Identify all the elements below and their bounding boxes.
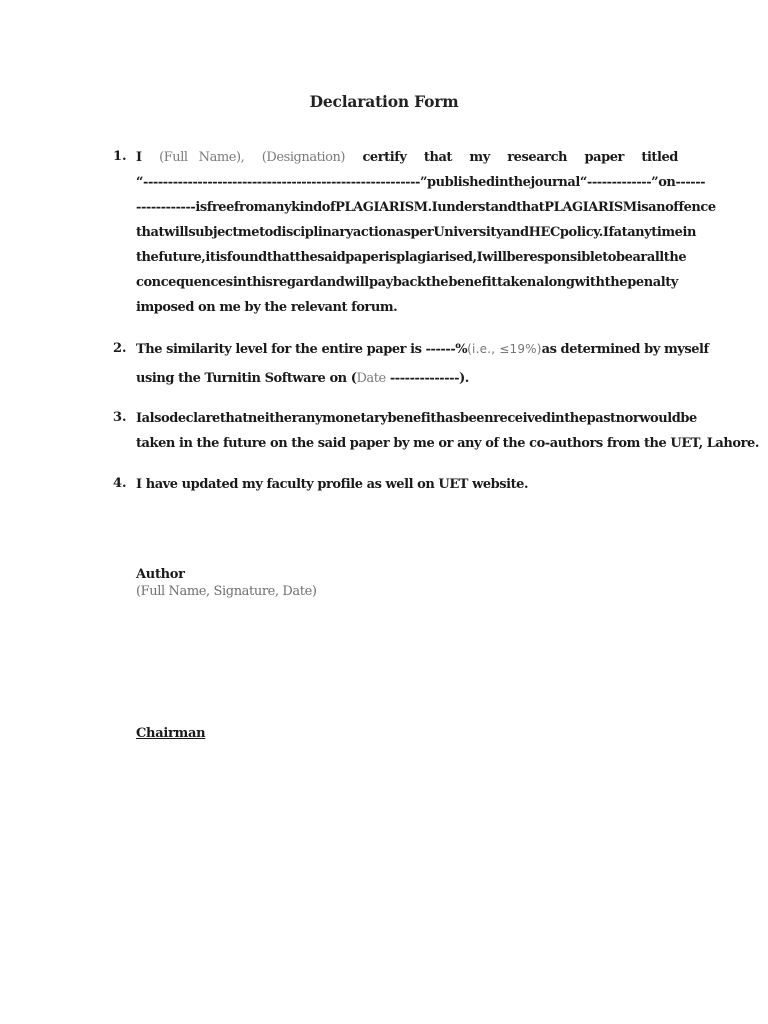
page-title: Declaration Form [309, 92, 459, 111]
item-2-text [136, 337, 709, 391]
item-1-word: my [469, 150, 490, 165]
item-2-line-2: using the Turnitin Software on (Date --------------). [136, 371, 469, 386]
item-2-number: 2. [113, 341, 127, 356]
item-4-line-1: I have updated my faculty profile as well on UET website. [136, 477, 529, 492]
item-1-line-7: imposed on me by the relevant forum. [136, 300, 398, 315]
item-1-text [136, 145, 716, 320]
item-1-line-5: the future, it is found that the said paper is plagiarised, I will be responsible to bear all the [136, 250, 687, 265]
item-3-number: 3. [113, 410, 127, 425]
item-1-word: research [507, 150, 568, 165]
item-1-line-1 [136, 145, 678, 170]
date-placeholder: Date [356, 371, 386, 386]
item-3-line-2: taken in the future on the said paper by me or any of the co-authors from the UET, Lahore. [136, 436, 759, 451]
item-4-text [136, 472, 678, 497]
full-name-placeholder: (Full Name), [159, 150, 245, 165]
similarity-text: The similarity level for the entire paper is ------% [136, 342, 468, 357]
item-1-number: 1. [113, 149, 127, 164]
author-details: (Full Name, Signature, Date) [136, 584, 317, 599]
similarity-text-end: as determined by myself [541, 342, 709, 357]
item-1-line-4: that will subject me to disciplinary action as per University and HEC policy. If at any time in [136, 225, 696, 240]
item-1-word: I [136, 150, 142, 165]
item-4-number: 4. [113, 476, 127, 491]
item-1-line-2: “--------------------------------------------------------” published in the journal “ ------------- ” on ------ [136, 175, 706, 190]
similarity-threshold: (i.e., ≤19%) [467, 342, 542, 356]
item-1-line-3: ------------ is free from any kind of PLAGIARISM. I understand that PLAGIARISM is an offence [136, 200, 716, 215]
item-1-line-6: concequences in this regard and will pay back the benefit taken along with the penalty [136, 275, 678, 290]
item-3-text [136, 406, 759, 456]
chairman-label: Chairman [136, 726, 206, 741]
author-label: Author [136, 567, 185, 582]
item-1-word: paper [584, 150, 624, 165]
item-1-word: titled [641, 150, 678, 165]
item-1-word: certify [362, 150, 407, 165]
designation-placeholder: (Designation) [261, 150, 346, 165]
item-2-line-1 [136, 337, 709, 362]
item-3-line-1: I also declare that neither any monetary benefit has been received in the past nor would be [136, 411, 697, 426]
item-1-word: that [423, 150, 452, 165]
